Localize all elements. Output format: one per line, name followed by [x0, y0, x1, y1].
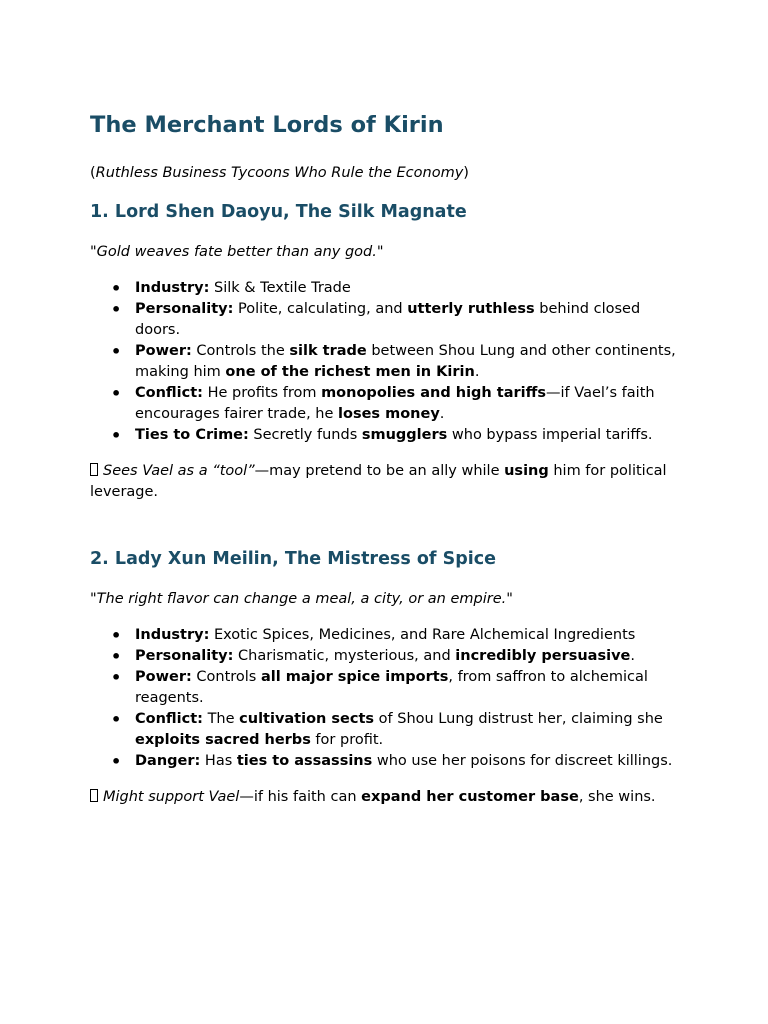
- item-label: Power:: [135, 669, 192, 685]
- item-emphasis: silk trade: [289, 343, 367, 359]
- list-item: [135, 751, 682, 772]
- item-emphasis: exploits sacred herbs: [135, 732, 311, 748]
- item-text: .: [474, 364, 480, 380]
- item-text: Charismatic, mysterious, and: [233, 648, 456, 664]
- item-text: —if Vael’s faith encourages fairer trade, he: [135, 385, 655, 422]
- section-heading-xun-meilin: 2. Lady Xun Meilin, The Mistress of Spice: [90, 549, 496, 569]
- item-emphasis: monopolies and high tariffs: [321, 385, 547, 401]
- subtitle: [90, 163, 682, 184]
- note-text: —if his faith can: [239, 789, 362, 805]
- item-label: Danger:: [135, 753, 201, 769]
- list-item: [135, 383, 682, 425]
- section-note: [90, 461, 682, 503]
- item-text: Controls the: [191, 343, 290, 359]
- item-text: Polite, calculating, and: [233, 301, 408, 317]
- list-item: [135, 425, 682, 446]
- item-label: Personality:: [135, 301, 234, 317]
- item-text: Secretly funds: [248, 427, 362, 443]
- note-text: —may pretend to be an ally while: [254, 463, 505, 479]
- item-text: of Shou Lung distrust her, claiming she: [374, 711, 663, 727]
- subtitle-open-paren: (: [90, 165, 96, 181]
- document-content: [90, 108, 682, 823]
- item-text: He profits from: [202, 385, 322, 401]
- list-item: [135, 625, 682, 646]
- item-label: Industry:: [135, 280, 210, 296]
- quote-mark: ": [90, 244, 97, 260]
- item-label: Power:: [135, 343, 192, 359]
- item-text: for profit.: [310, 732, 384, 748]
- quote-mark: ": [90, 591, 97, 607]
- list-item: [135, 667, 682, 709]
- item-label: Personality:: [135, 648, 234, 664]
- item-emphasis: one of the richest men in Kirin: [225, 364, 475, 380]
- list-item: [135, 646, 682, 667]
- item-text: who use her poisons for discreet killings.: [372, 753, 673, 769]
- note-italic: Might support Vael: [103, 789, 240, 805]
- missing-glyph-icon: [90, 789, 98, 802]
- list-item: [135, 299, 682, 341]
- note-italic: Sees Vael as a “tool”: [103, 463, 255, 479]
- item-label: Ties to Crime:: [135, 427, 249, 443]
- item-text: Has: [200, 753, 237, 769]
- trait-list: [90, 278, 682, 446]
- item-text: , from saffron to alchemical reagents.: [135, 669, 648, 706]
- section-note: [90, 787, 682, 808]
- note-emphasis: expand her customer base: [361, 789, 579, 805]
- item-text: Controls: [191, 669, 261, 685]
- item-emphasis: cultivation sects: [239, 711, 375, 727]
- section-heading-shen-daoyu: 1. Lord Shen Daoyu, The Silk Magnate: [90, 202, 467, 222]
- page-title: The Merchant Lords of Kirin: [90, 112, 444, 138]
- item-text: who bypass imperial tariffs.: [447, 427, 653, 443]
- quote-mark: ": [506, 591, 513, 607]
- quote-mark: ": [376, 244, 384, 260]
- item-text: The: [202, 711, 240, 727]
- item-label: Conflict:: [135, 385, 203, 401]
- section-quote: [90, 589, 682, 610]
- item-text: .: [630, 648, 635, 664]
- section-quote: [90, 242, 682, 263]
- item-emphasis: utterly ruthless: [407, 301, 535, 317]
- item-emphasis: loses money: [338, 406, 440, 422]
- trait-list: [90, 625, 682, 772]
- subtitle-text: Ruthless Business Tycoons Who Rule the Economy: [95, 165, 464, 181]
- item-label: Conflict:: [135, 711, 203, 727]
- item-emphasis: ties to assassins: [236, 753, 373, 769]
- note-emphasis: using: [504, 463, 549, 479]
- item-text: between Shou Lung and other continents, making him: [135, 343, 676, 380]
- item-text: .: [439, 406, 445, 422]
- item-emphasis: all major spice imports: [260, 669, 449, 685]
- list-item: [135, 278, 682, 299]
- note-text: , she wins.: [578, 789, 656, 805]
- missing-glyph-icon: [90, 463, 98, 476]
- quote-text: The right flavor can change a meal, a city, or an empire.: [96, 591, 507, 607]
- item-text: behind closed doors.: [135, 301, 641, 338]
- item-text: Silk & Textile Trade: [209, 280, 351, 296]
- note-text: him for political leverage.: [90, 463, 667, 500]
- quote-text: Gold weaves fate better than any god.: [96, 244, 377, 260]
- item-emphasis: smugglers: [361, 427, 448, 443]
- list-item: [135, 341, 682, 383]
- list-item: [135, 709, 682, 751]
- item-emphasis: incredibly persuasive: [455, 648, 631, 664]
- subtitle-close-paren: ): [463, 165, 469, 181]
- item-text: Exotic Spices, Medicines, and Rare Alchemical Ingredients: [209, 627, 636, 643]
- item-label: Industry:: [135, 627, 210, 643]
